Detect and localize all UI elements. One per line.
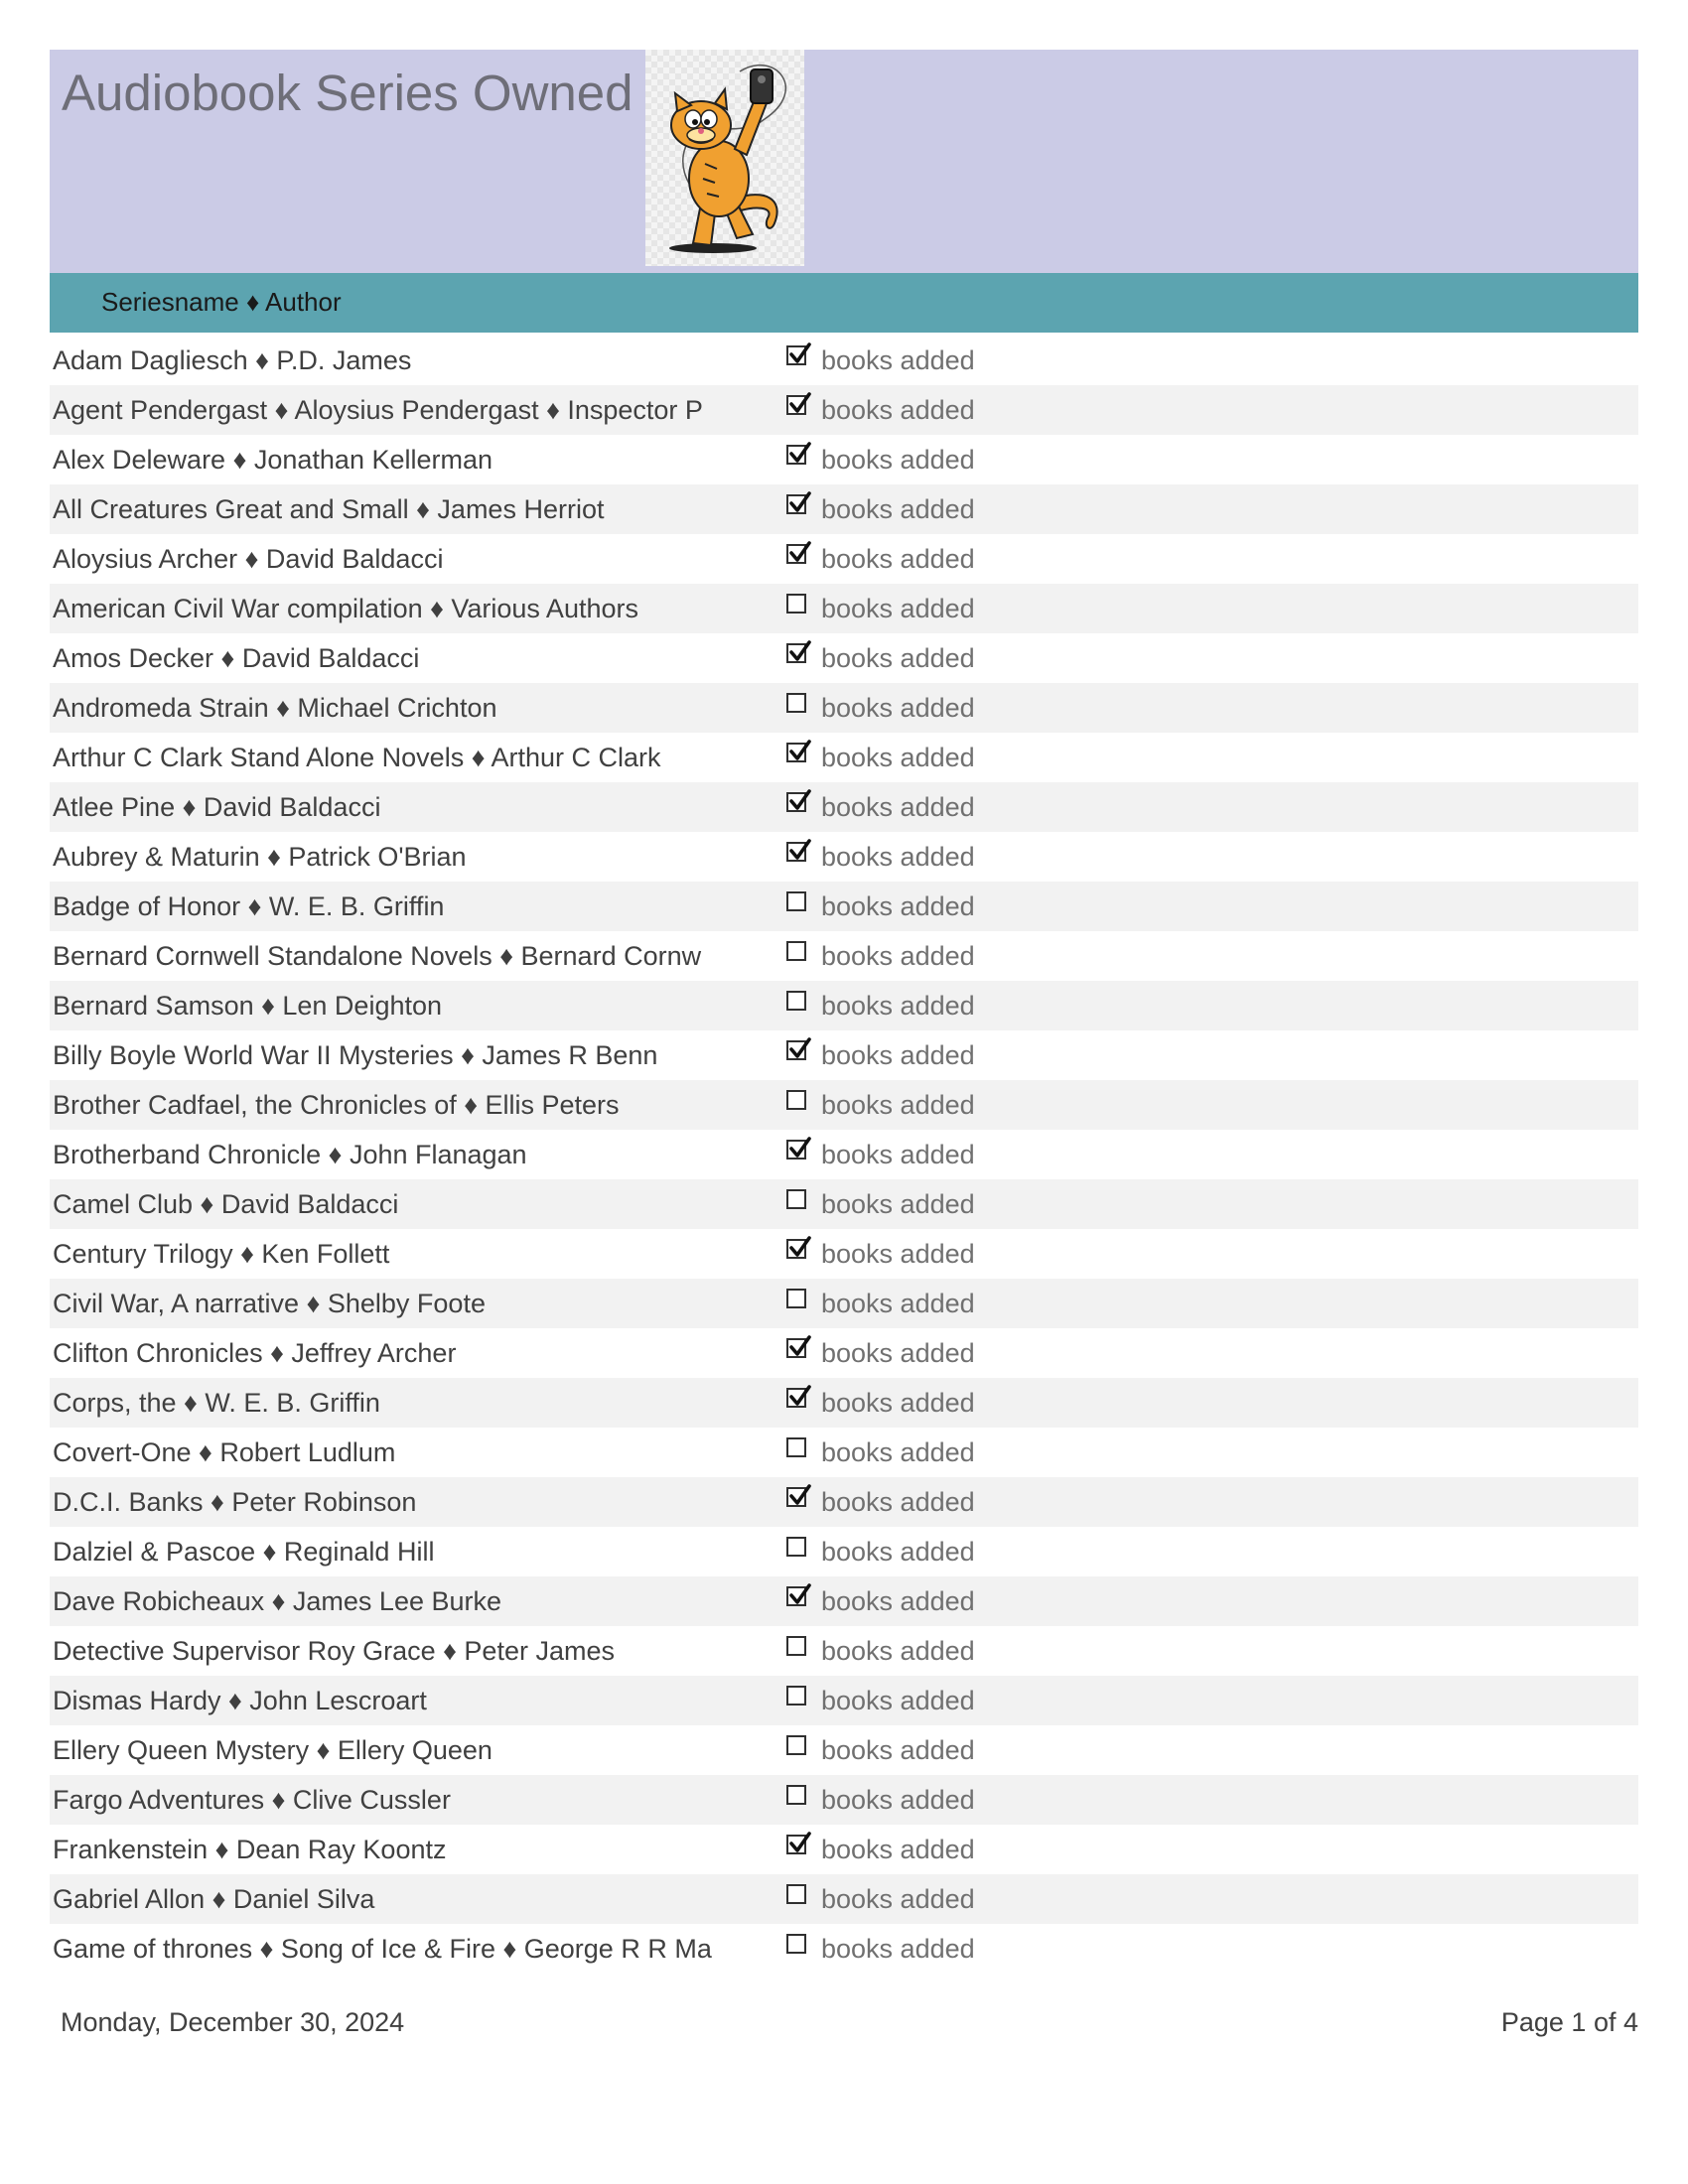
table-row <box>50 1725 1638 1775</box>
books-added-checkbox[interactable] <box>786 991 806 1011</box>
series-author-label: Aloysius Archer ♦ David Baldacci <box>53 544 444 574</box>
checkmark-icon <box>787 342 811 366</box>
books-added-checkbox-checked[interactable] <box>786 1487 806 1507</box>
books-added-checkbox[interactable] <box>786 1437 806 1457</box>
series-author-label: All Creatures Great and Small ♦ James Herriot <box>53 494 605 524</box>
series-author-label: Agent Pendergast ♦ Aloysius Pendergast ♦ Inspector P <box>53 395 703 425</box>
books-added-label: books added <box>821 693 975 723</box>
report-title: Audiobook Series Owned <box>62 65 633 121</box>
books-added-checkbox[interactable] <box>786 1686 806 1706</box>
books-added-label: books added <box>821 842 975 872</box>
books-added-label: books added <box>821 1140 975 1169</box>
books-added-label: books added <box>821 1735 975 1765</box>
table-row <box>50 683 1638 733</box>
table-row <box>50 981 1638 1030</box>
table-row <box>50 1130 1638 1179</box>
table-row <box>50 1428 1638 1477</box>
books-added-label: books added <box>821 1636 975 1666</box>
checkmark-icon <box>787 839 811 863</box>
table-row <box>50 1229 1638 1279</box>
books-added-checkbox-checked[interactable] <box>786 1586 806 1606</box>
cartoon-cat-icon <box>645 50 804 266</box>
checkmark-icon <box>787 392 811 416</box>
books-added-label: books added <box>821 594 975 623</box>
table-row <box>50 1626 1638 1676</box>
books-added-checkbox-checked[interactable] <box>786 1140 806 1160</box>
checkmark-icon <box>787 740 811 763</box>
series-author-label: Gabriel Allon ♦ Daniel Silva <box>53 1884 375 1914</box>
books-added-checkbox-checked[interactable] <box>786 445 806 465</box>
column-header <box>50 273 1638 333</box>
series-author-label: Game of thrones ♦ Song of Ice & Fire ♦ George R R Ma <box>53 1934 712 1964</box>
books-added-label: books added <box>821 891 975 921</box>
series-author-label: Alex Deleware ♦ Jonathan Kellerman <box>53 445 493 475</box>
books-added-checkbox[interactable] <box>786 891 806 911</box>
table-row <box>50 931 1638 981</box>
series-author-label: D.C.I. Banks ♦ Peter Robinson <box>53 1487 417 1517</box>
series-author-label: Dave Robicheaux ♦ James Lee Burke <box>53 1586 502 1616</box>
checkmark-icon <box>787 1385 811 1409</box>
series-author-label: Andromeda Strain ♦ Michael Crichton <box>53 693 497 723</box>
table-row <box>50 1676 1638 1725</box>
books-added-label: books added <box>821 445 975 475</box>
books-added-checkbox[interactable] <box>786 1189 806 1209</box>
series-author-label: Dalziel & Pascoe ♦ Reginald Hill <box>53 1537 435 1567</box>
series-author-label: Amos Decker ♦ David Baldacci <box>53 643 420 673</box>
books-added-checkbox-checked[interactable] <box>786 1338 806 1358</box>
table-row <box>50 1328 1638 1378</box>
series-author-label: Detective Supervisor Roy Grace ♦ Peter James <box>53 1636 615 1666</box>
books-added-checkbox[interactable] <box>786 693 806 713</box>
books-added-label: books added <box>821 743 975 772</box>
table-row <box>50 1576 1638 1626</box>
books-added-label: books added <box>821 345 975 375</box>
books-added-label: books added <box>821 1090 975 1120</box>
series-author-label: Brother Cadfael, the Chronicles of ♦ Ellis Peters <box>53 1090 620 1120</box>
series-author-label: Civil War, A narrative ♦ Shelby Foote <box>53 1289 486 1318</box>
checkmark-icon <box>787 1137 811 1160</box>
books-added-label: books added <box>821 1338 975 1368</box>
checkmark-icon <box>787 1335 811 1359</box>
series-author-label: Ellery Queen Mystery ♦ Ellery Queen <box>53 1735 492 1765</box>
table-row <box>50 1030 1638 1080</box>
books-added-label: books added <box>821 1289 975 1318</box>
table-row <box>50 336 1638 385</box>
books-added-checkbox-checked[interactable] <box>786 345 806 365</box>
series-author-label: Brotherband Chronicle ♦ John Flanagan <box>53 1140 527 1169</box>
table-row <box>50 1874 1638 1924</box>
series-author-label: Clifton Chronicles ♦ Jeffrey Archer <box>53 1338 457 1368</box>
books-added-checkbox-checked[interactable] <box>786 395 806 415</box>
books-added-label: books added <box>821 395 975 425</box>
books-added-label: books added <box>821 1686 975 1715</box>
books-added-label: books added <box>821 494 975 524</box>
series-author-label: Badge of Honor ♦ W. E. B. Griffin <box>53 891 445 921</box>
series-author-label: Fargo Adventures ♦ Clive Cussler <box>53 1785 451 1815</box>
series-author-label: Century Trilogy ♦ Ken Follett <box>53 1239 390 1269</box>
books-added-label: books added <box>821 792 975 822</box>
series-author-label: Bernard Samson ♦ Len Deighton <box>53 991 443 1021</box>
books-added-checkbox-checked[interactable] <box>786 842 806 862</box>
checkmark-icon <box>787 1583 811 1607</box>
table-row <box>50 385 1638 435</box>
series-author-label: Dismas Hardy ♦ John Lescroart <box>53 1686 427 1715</box>
checkmark-icon <box>787 1037 811 1061</box>
books-added-checkbox[interactable] <box>786 594 806 614</box>
column-header-label: Seriesname ♦ Author <box>101 287 342 317</box>
checkmark-icon <box>787 541 811 565</box>
page-number: Page 1 of 4 <box>1500 2007 1638 2037</box>
table-row <box>50 633 1638 683</box>
books-added-checkbox-checked[interactable] <box>786 494 806 514</box>
books-added-checkbox-checked[interactable] <box>786 743 806 762</box>
series-author-label: Frankenstein ♦ Dean Ray Koontz <box>53 1835 447 1864</box>
books-added-label: books added <box>821 991 975 1021</box>
table-row <box>50 1527 1638 1576</box>
books-added-checkbox-checked[interactable] <box>786 1040 806 1060</box>
checkmark-icon <box>787 442 811 466</box>
checkmark-icon <box>787 1484 811 1508</box>
series-author-label: Billy Boyle World War II Mysteries ♦ James R Benn <box>53 1040 658 1070</box>
books-added-checkbox-checked[interactable] <box>786 792 806 812</box>
table-row <box>50 1825 1638 1874</box>
series-author-label: Adam Dagliesch ♦ P.D. James <box>53 345 412 375</box>
books-added-checkbox-checked[interactable] <box>786 1835 806 1854</box>
books-added-label: books added <box>821 941 975 971</box>
books-added-label: books added <box>821 1934 975 1964</box>
series-author-label: Camel Club ♦ David Baldacci <box>53 1189 399 1219</box>
table-row <box>50 882 1638 931</box>
table-row <box>50 534 1638 584</box>
books-added-checkbox[interactable] <box>786 1090 806 1110</box>
series-author-label: Atlee Pine ♦ David Baldacci <box>53 792 381 822</box>
table-row <box>50 435 1638 484</box>
books-added-label: books added <box>821 1189 975 1219</box>
series-author-label: Corps, the ♦ W. E. B. Griffin <box>53 1388 380 1418</box>
table-row <box>50 1477 1638 1527</box>
books-added-label: books added <box>821 1537 975 1567</box>
books-added-checkbox[interactable] <box>786 1884 806 1904</box>
checkmark-icon <box>787 789 811 813</box>
books-added-label: books added <box>821 1487 975 1517</box>
checkmark-icon <box>787 1832 811 1855</box>
books-added-checkbox[interactable] <box>786 1934 806 1954</box>
books-added-label: books added <box>821 1388 975 1418</box>
books-added-checkbox-checked[interactable] <box>786 1239 806 1259</box>
table-row <box>50 584 1638 633</box>
books-added-label: books added <box>821 1437 975 1467</box>
table-row <box>50 1080 1638 1130</box>
table-row <box>50 1924 1638 1974</box>
books-added-label: books added <box>821 1785 975 1815</box>
checkmark-icon <box>787 640 811 664</box>
series-list <box>50 336 1638 1974</box>
table-row <box>50 733 1638 782</box>
series-author-label: Aubrey & Maturin ♦ Patrick O'Brian <box>53 842 467 872</box>
checkmark-icon <box>787 491 811 515</box>
series-author-label: Covert-One ♦ Robert Ludlum <box>53 1437 396 1467</box>
table-row <box>50 484 1638 534</box>
books-added-label: books added <box>821 1040 975 1070</box>
table-row <box>50 1179 1638 1229</box>
checkmark-icon <box>787 1236 811 1260</box>
books-added-checkbox-checked[interactable] <box>786 544 806 564</box>
books-added-checkbox[interactable] <box>786 1636 806 1656</box>
table-row <box>50 782 1638 832</box>
books-added-label: books added <box>821 1884 975 1914</box>
table-row <box>50 1378 1638 1428</box>
table-row <box>50 832 1638 882</box>
series-author-label: American Civil War compilation ♦ Various Authors <box>53 594 638 623</box>
books-added-checkbox-checked[interactable] <box>786 1388 806 1408</box>
books-added-checkbox[interactable] <box>786 1537 806 1557</box>
books-added-label: books added <box>821 1835 975 1864</box>
report-header <box>50 50 1638 273</box>
table-row <box>50 1775 1638 1825</box>
books-added-label: books added <box>821 1586 975 1616</box>
report-date: Monday, December 30, 2024 <box>61 2007 405 2037</box>
books-added-checkbox[interactable] <box>786 1735 806 1755</box>
books-added-label: books added <box>821 1239 975 1269</box>
books-added-label: books added <box>821 544 975 574</box>
books-added-checkbox[interactable] <box>786 1785 806 1805</box>
books-added-checkbox[interactable] <box>786 941 806 961</box>
books-added-label: books added <box>821 643 975 673</box>
series-author-label: Bernard Cornwell Standalone Novels ♦ Bernard Cornw <box>53 941 702 971</box>
books-added-checkbox[interactable] <box>786 1289 806 1308</box>
table-row <box>50 1279 1638 1328</box>
books-added-checkbox-checked[interactable] <box>786 643 806 663</box>
series-author-label: Arthur C Clark Stand Alone Novels ♦ Arthur C Clark <box>53 743 661 772</box>
